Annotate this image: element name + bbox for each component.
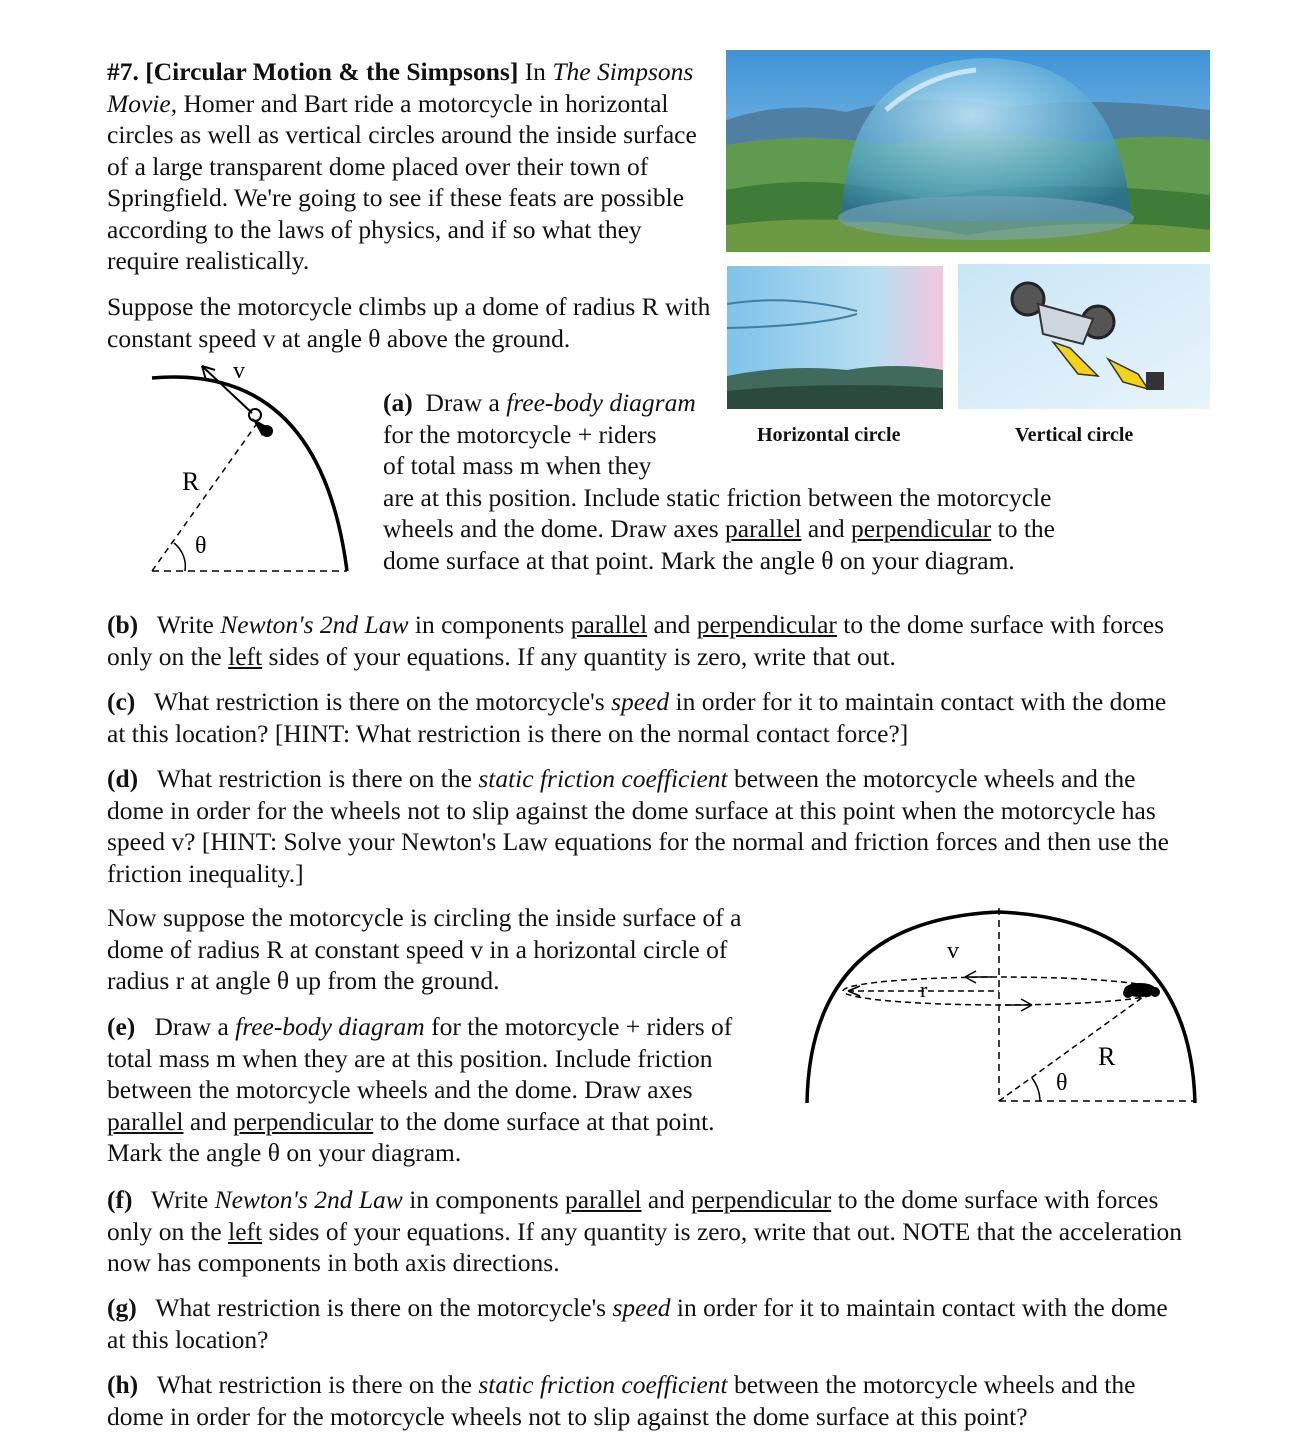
velocity-arrow-right: [1005, 999, 1032, 1011]
part-b-em: Newton's 2nd Law: [220, 610, 409, 639]
caption-horizontal: Horizontal circle: [757, 424, 901, 446]
part-f-u3: left: [228, 1216, 263, 1246]
part-c-t2: in order for it to maintain contact with the dome at this location? [HINT: What restriction is there on the normal contact force?]: [107, 687, 1167, 748]
part-h-label: (h): [107, 1370, 139, 1399]
part-a-t3: and: [807, 514, 845, 543]
setup-climb: [107, 291, 712, 354]
part-g-em: speed: [612, 1293, 671, 1322]
label-R: R: [182, 467, 200, 496]
part-b-t4: to the dome surface with forces only on the: [107, 610, 1165, 671]
part-g-label: (g): [107, 1293, 137, 1322]
part-a-label: (a): [383, 388, 413, 417]
part-c-label: (c): [107, 687, 136, 716]
part-e-t2: for the motorcycle + riders of total mass m when they are at this position. Include friction between the motorcycle wheels and the dome. Draw axes: [107, 1012, 733, 1104]
theta-arc: [1032, 1078, 1040, 1101]
part-d-t1: What restriction is there on the: [156, 764, 472, 793]
part-b-t2: in components: [414, 610, 565, 639]
horizontal-circle-diagram: [800, 900, 1204, 1110]
part-e-t3: and: [189, 1106, 227, 1136]
part-a-em: free-body diagram: [506, 388, 696, 417]
part-e: [107, 1011, 767, 1169]
setup-horizontal: [107, 902, 762, 997]
part-f-em: Newton's 2nd Law: [214, 1185, 403, 1214]
part-f-label: (f): [107, 1185, 133, 1214]
label-v: v: [233, 358, 245, 384]
intro-text: , Homer and Bart ride a motorcycle in horizontal circles as well as vertical circles around the inside surface of a large transparent dome placed over their town of Springfield. We're going to see if these feats are possible according to the laws of physics, and if so what they require realistically.: [107, 88, 697, 275]
part-e-u1: parallel: [107, 1106, 184, 1136]
climb-diagram: [140, 358, 360, 578]
motorcycle-icon: [1123, 983, 1160, 998]
part-f-t3: and: [647, 1185, 685, 1214]
part-a-line4: are at this position. Include static friction between the motorcycle: [383, 482, 1052, 512]
problem-title: [Circular Motion & the Simpsons]: [145, 57, 519, 86]
label-theta: θ: [195, 533, 207, 559]
part-g: [107, 1292, 1187, 1355]
part-b-u1: parallel: [570, 610, 648, 639]
part-a-t1: Draw a: [425, 388, 500, 417]
part-e-u2: perpendicular: [233, 1106, 374, 1136]
radius-R-line: [999, 992, 1150, 1101]
part-a-line5: wheels and the dome. Draw axes: [383, 514, 719, 543]
part-c: [107, 686, 1187, 749]
part-h-t1: What restriction is there on the: [156, 1370, 472, 1399]
part-b-t5: sides of your equations. If any quantity is zero, write that out.: [268, 641, 896, 671]
intro-paragraph: [107, 56, 707, 277]
part-f-t4: to the dome surface with forces only on the: [107, 1185, 1159, 1246]
label-R: R: [1098, 1042, 1116, 1071]
part-h-em: static friction coefficient: [478, 1370, 728, 1399]
part-d-t2: between the motorcycle wheels and the dome in order for the wheels not to slip against the dome surface at this point when the motorcycle has speed v? [HINT: Solve your Newton's Law equations for the normal and friction forces and then use the friction inequality.]: [107, 764, 1169, 888]
label-theta: θ: [1056, 1070, 1068, 1096]
part-b: [107, 609, 1187, 672]
part-g-t1: What restriction is there on the motorcycle's: [155, 1293, 607, 1322]
part-f-u1: parallel: [565, 1185, 642, 1214]
part-f-t2: in components: [409, 1185, 559, 1214]
motorcycle-icon: [249, 409, 273, 437]
part-b-label: (b): [107, 610, 139, 639]
part-d: [107, 763, 1187, 889]
label-r: r: [920, 977, 928, 1002]
part-a-line2: for the motorcycle + riders: [383, 419, 657, 449]
part-a-line6: dome surface at that point. Mark the angle θ on your diagram.: [383, 545, 1015, 575]
part-e-t4: to the dome surface at that point. Mark the angle θ on your diagram.: [107, 1106, 715, 1167]
part-d-label: (d): [107, 764, 139, 793]
theta-arc: [174, 543, 185, 571]
dome-photo: [726, 50, 1210, 252]
intro-pre: In: [524, 57, 546, 86]
problem-number: #7.: [107, 57, 139, 86]
part-d-em: static friction coefficient: [478, 764, 728, 793]
part-c-t1: What restriction is there on the motorcycle's: [153, 687, 605, 716]
part-b-t3: and: [653, 610, 691, 639]
caption-vertical: Vertical circle: [1015, 424, 1134, 446]
part-f: [107, 1184, 1187, 1279]
part-a: [383, 387, 1183, 576]
part-e-t1: Draw a: [154, 1012, 229, 1041]
part-b-u2: perpendicular: [696, 610, 837, 639]
part-b-t1: Write: [156, 610, 214, 639]
part-e-label: (e): [107, 1012, 136, 1041]
part-g-t2: in order for it to maintain contact with the dome at this location?: [107, 1293, 1168, 1354]
part-a-line3: of total mass m when they: [383, 451, 652, 480]
part-h-t2: between the motorcycle wheels and the dome in order for the motorcycle wheels not to slip against the dome surface at this point?: [107, 1370, 1136, 1431]
movie-title: The Simpsons Movie: [107, 57, 694, 118]
part-c-em: speed: [611, 687, 670, 716]
label-v: v: [947, 938, 959, 964]
part-a-to-the: to the: [997, 514, 1055, 543]
setup-horizontal-text: Now suppose the motorcycle is circling the inside surface of a dome of radius R at constant speed v in a horizontal circle of radius r at angle θ up from the ground.: [107, 903, 742, 995]
dome-outline: [807, 912, 1195, 1103]
part-f-u2: perpendicular: [691, 1185, 832, 1214]
setup-climb-text: Suppose the motorcycle climbs up a dome of radius R with constant speed v at angle θ above the ground.: [107, 292, 711, 353]
part-a-u2: perpendicular: [851, 514, 992, 543]
part-b-u3: left: [228, 641, 263, 671]
part-e-em: free-body diagram: [235, 1012, 425, 1041]
part-f-t5: sides of your equations. If any quantity is zero, write that out. NOTE that the acceleration now has components in both axis directions.: [107, 1216, 1182, 1277]
part-a-u1: parallel: [725, 514, 802, 543]
part-f-t1: Write: [151, 1185, 209, 1214]
part-h: [107, 1369, 1187, 1432]
velocity-arrow-left: [965, 971, 992, 983]
